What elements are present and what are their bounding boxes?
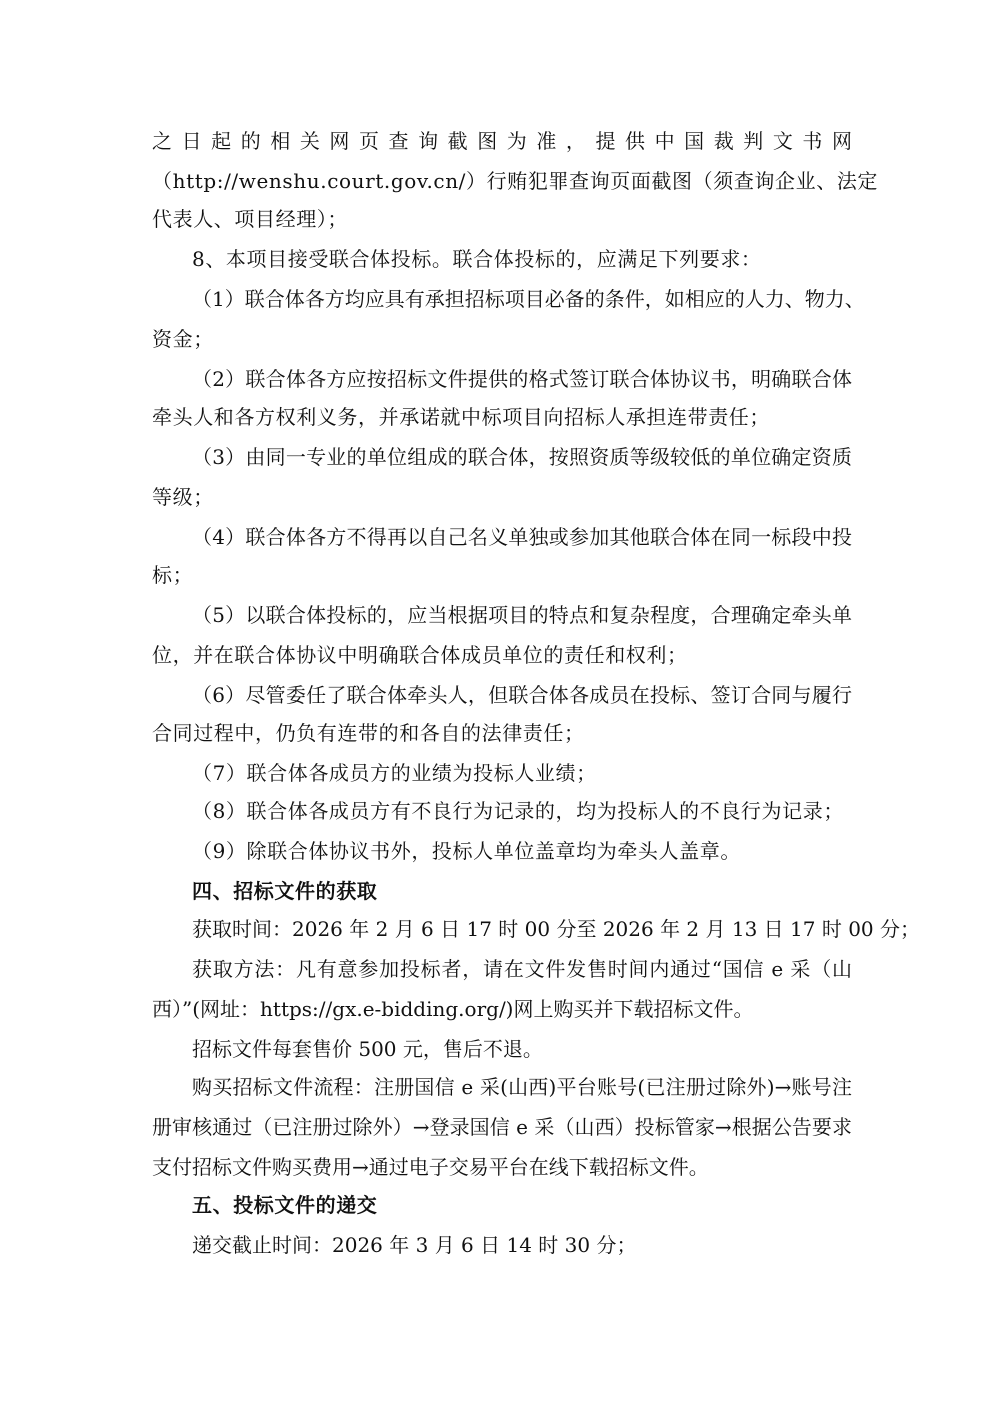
section-heading-5 [192,1192,1000,1218]
line-text: 西）”(网址：https://gx.e-bidding.org/)网上购买并下载招标文件。 [152,997,754,1021]
text-line-4 [192,246,1000,272]
line-text: 位，并在联合体协议中明确联合体成员单位的责任和权利； [152,643,688,667]
line-text: 获取时间：2026 年 2 月 6 日 17 时 00 分至 2026 年 2 月 13 日 17 时 00 分； [192,917,921,941]
text-line-23 [152,996,1000,1022]
text-line-7 [192,366,1000,392]
text-line-29 [192,1232,1000,1258]
line-text: 资金； [152,327,214,351]
text-line-16 [152,720,1000,746]
text-line-24 [192,1036,1000,1062]
line-text: （4）联合体各方不得再以自己名义单独或参加其他联合体在同一标段中投 [192,525,852,549]
line-text: 标； [152,563,194,587]
line-text: 代表人、项目经理）； [152,207,348,231]
text-line-12 [152,562,1000,588]
line-text: 之日起的相关网页查询截图为准，提供中国裁判文书网 [152,129,852,153]
text-line-9 [192,444,1000,470]
text-line-21 [192,916,1000,942]
line-text: （1）联合体各方均应具有承担招标项目必备的条件，如相应的人力、物力、 [192,287,865,311]
text-line-10 [152,484,1000,510]
text-line-14 [152,642,1000,668]
text-line-25 [192,1074,1000,1100]
line-text: （8）联合体各成员方有不良行为记录的，均为投标人的不良行为记录； [192,799,844,823]
text-line-15 [192,682,1000,708]
heading-text: 五、投标文件的递交 [192,1193,378,1217]
line-text: 8、本项目接受联合体投标。联合体投标的，应满足下列要求： [192,247,762,271]
text-line-22 [192,956,1000,982]
text-line-6 [152,326,1000,352]
line-text: 支付招标文件购买费用→通过电子交易平台在线下载招标文件。 [152,1155,709,1179]
line-text: 获取方法：凡有意参加投标者，请在文件发售时间内通过“国信 e 采（山 [192,957,852,981]
line-text: 递交截止时间：2026 年 3 月 6 日 14 时 30 分； [192,1233,637,1257]
heading-text: 四、招标文件的获取 [192,879,378,903]
text-line-13 [192,602,1000,628]
text-line-8 [152,404,1000,430]
line-text: （6）尽管委任了联合体牵头人，但联合体各成员在投标、签订合同与履行 [192,683,852,707]
text-line-5 [192,286,1000,312]
line-text: （3）由同一专业的单位组成的联合体，按照资质等级较低的单位确定资质 [192,445,852,469]
text-line-27 [152,1154,1000,1180]
line-text: （9）除联合体协议书外，投标人单位盖章均为牵头人盖章。 [192,839,741,863]
line-text: 购买招标文件流程：注册国信 e 采(山西)平台账号(已注册过除外)→账号注 [192,1075,852,1099]
line-text: 牵头人和各方权利义务，并承诺就中标项目向招标人承担连带责任； [152,405,770,429]
section-heading-4 [192,878,1000,904]
text-line-19 [192,838,1000,864]
line-text: 等级； [152,485,214,509]
line-text: （5）以联合体投标的，应当根据项目的特点和复杂程度，合理确定牵头单 [192,603,852,627]
line-text: （7）联合体各成员方的业绩为投标人业绩； [192,761,597,785]
text-line-2 [152,168,1000,194]
text-line-1 [152,128,1000,154]
line-text: （2）联合体各方应按招标文件提供的格式签订联合体协议书，明确联合体 [192,367,852,391]
line-text: 合同过程中，仍负有连带的和各自的法律责任； [152,721,585,745]
text-line-17 [192,760,1000,786]
text-line-18 [192,798,1000,824]
text-line-3 [152,206,1000,232]
text-line-26 [152,1114,1000,1140]
line-text: （http://wenshu.court.gov.cn/）行贿犯罪查询页面截图（须查询企业、法定 [152,169,879,193]
line-text: 册审核通过（已注册过除外）→登录国信 e 采（山西）投标管家→根据公告要求 [152,1115,852,1139]
text-line-11 [192,524,1000,550]
line-text: 招标文件每套售价 500 元，售后不退。 [192,1037,543,1061]
